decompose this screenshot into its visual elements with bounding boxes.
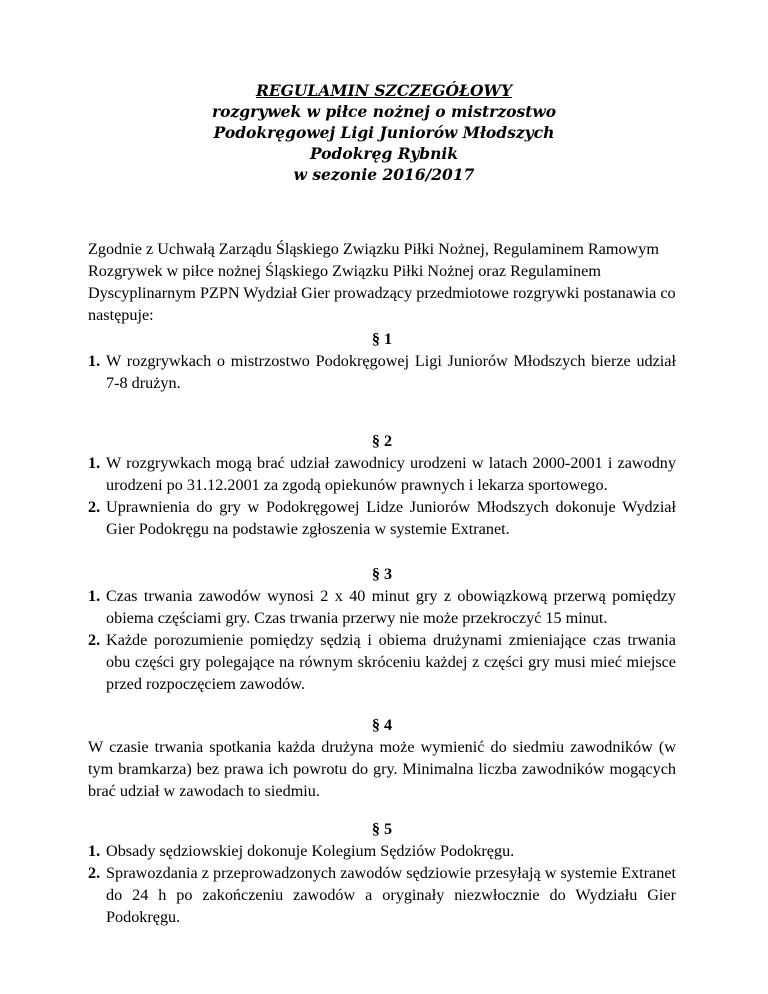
section-mark: § 5 [371, 820, 393, 838]
title-line: Podokręgowej Ligi Juniorów Młodszych [213, 123, 555, 142]
section-2 [88, 430, 676, 540]
section-1 [88, 328, 676, 394]
item-text: Czas trwania zawodów wynosi 2 x 40 minut gry z obowiązkową przerwą pomiędzy obiema częściami gry. Czas trwania przerwy nie może przekroczyć 15 minut. [106, 587, 676, 627]
title-line: rozgrywek w piłce nożnej o mistrzostwo [211, 102, 557, 121]
section-4 [88, 714, 676, 802]
section-paragraph: W czasie trwania spotkania każda drużyna może wymienić do siedmiu zawodników (w tym bramkarza) bez prawa ich powrotu do gry. Minimalna liczba zawodników mogących brać udział w zawodach to siedmiu. [88, 738, 676, 800]
item-number: 1. [88, 842, 101, 860]
list-item [88, 452, 676, 496]
item-number: 2. [88, 631, 101, 649]
intro-paragraph: Zgodnie z Uchwałą Zarządu Śląskiego Związku Piłki Nożnej, Regulaminem Ramowym Rozgrywek w piłce nożnej Śląskiego Związku Piłki Nożnej oraz Regulaminem Dyscyplinarnym PZPN Wydział Gier prowadzący przedmiotowe rozgrywki postanawia co następuje: [88, 240, 676, 324]
list-item [88, 862, 676, 928]
item-number: 1. [88, 454, 101, 472]
title-line: REGULAMIN SZCZEGÓŁOWY [255, 81, 513, 100]
list-item [88, 585, 676, 629]
item-text: W rozgrywkach mogą brać udział zawodnicy urodzeni w latach 2000-2001 i zawodny urodzeni po 31.12.2001 za zgodą opiekunów prawnych i lekarza sportowego. [106, 454, 676, 494]
item-number: 2. [88, 864, 101, 882]
item-text: Uprawnienia do gry w Podokręgowej Lidze Juniorów Młodszych dokonuje Wydział Gier Podokręgu na podstawie zgłoszenia w systemie Extranet. [106, 498, 676, 538]
item-number: 1. [88, 587, 101, 605]
section-mark: § 3 [371, 565, 393, 583]
section-mark: § 2 [371, 432, 393, 450]
list-item [88, 629, 676, 695]
list-item [88, 496, 676, 540]
section-3 [88, 563, 676, 695]
section-mark: § 1 [371, 330, 393, 348]
document-title [0, 80, 768, 185]
item-number: 1. [88, 352, 101, 370]
title-line: w sezonie 2016/2017 [293, 165, 475, 184]
section-5 [88, 818, 676, 928]
list-item [88, 840, 676, 862]
item-text: Obsady sędziowskiej dokonuje Kolegium Sędziów Podokręgu. [106, 842, 515, 860]
section-mark: § 4 [371, 716, 393, 734]
title-line: Podokręg Rybnik [309, 144, 459, 163]
list-item [88, 350, 676, 394]
item-text: Sprawozdania z przeprowadzonych zawodów sędziowie przesyłają w systemie Extranet do 24 h po zakończeniu zawodów a oryginały niezwłocznie do Wydziału Gier Podokręgu. [106, 864, 676, 926]
item-text: Każde porozumienie pomiędzy sędzią i obiema drużynami zmieniające czas trwania obu części gry polegające na równym skróceniu każdej z części gry musi mieć miejsce przed rozpoczęciem zawodów. [106, 631, 676, 693]
item-text: W rozgrywkach o mistrzostwo Podokręgowej Ligi Juniorów Młodszych bierze udział 7-8 drużyn. [106, 352, 676, 392]
item-number: 2. [88, 498, 101, 516]
